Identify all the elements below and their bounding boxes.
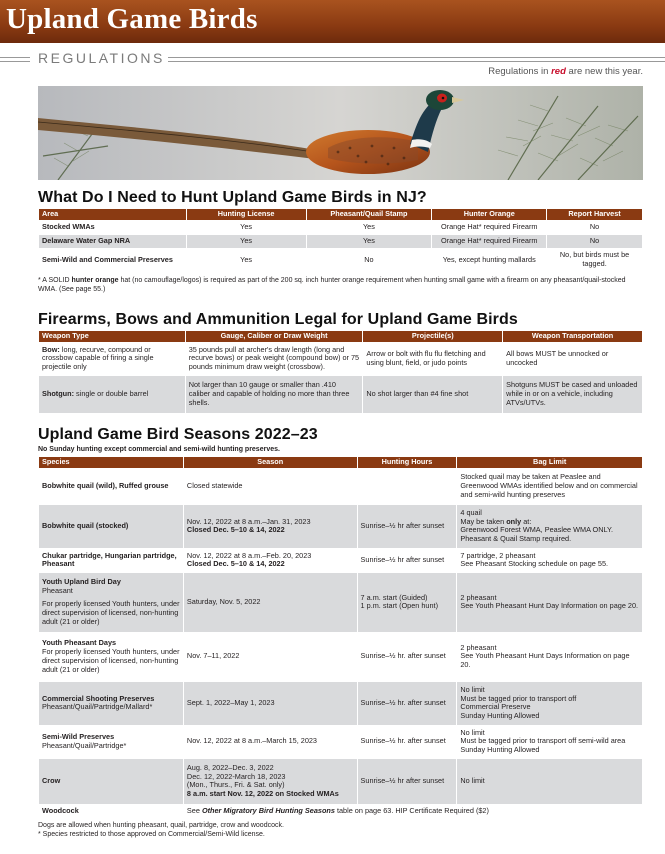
table-header-row bbox=[39, 209, 643, 221]
table-row: Bow: long, recurve, compound or crossbow capable of firing a single projectile only 35 pounds pull at archer's draw length (long and recurve bows) or peak weight (compound bow) or 75 pounds minimum draw weight (crossbow). Arrow or bolt with flu flu fletching and using blunt, field, or judo points All bows MUST be unnocked or uncocked bbox=[39, 342, 643, 375]
section-label: REGULATIONS bbox=[38, 50, 165, 66]
seasons-footnotes: Dogs are allowed when hunting pheasant, quail, partridge, crow and woodcock. * Species restricted to those approved on Commercial/Semi-Wild license. bbox=[38, 822, 284, 838]
table-row: Bobwhite quail (wild), Ruffed grouse Closed statewide Stocked quail may be taken at Peaslee and Greenwood WMAs identified below and on commercial and semi-wild hunting preserves bbox=[39, 468, 643, 504]
col-gauge: Gauge, Caliber or Draw Weight bbox=[185, 331, 363, 343]
title-banner bbox=[0, 0, 665, 43]
page-title: Upland Game Birds bbox=[6, 3, 258, 35]
table-row: Semi-Wild and Commercial Preserves Yes No Yes, except hunting mallards No, but birds must be tagged. bbox=[39, 248, 643, 272]
table-row: Crow Aug. 8, 2022–Dec. 3, 2022 Dec. 12, 2022-March 18, 2023 (Mon., Thurs., Fri. & Sat. only) 8 a.m. start Nov. 12, 2022 on Stocked WMAs Sunrise–½ hr after sunset No limit bbox=[39, 758, 643, 804]
table-row: Commercial Shooting Preserves Pheasant/Quail/Partridge/Mallard* Sept. 1, 2022–May 1, 2023 Sunrise–½ hr. after sunset No limit Must be tagged prior to transport off Commercial Preserve Sunday Hunting Allowed bbox=[39, 681, 643, 725]
table-row: Shotgun: single or double barrel Not larger than 10 gauge or smaller than .410 caliber and capable of holding no more than three shells. No shot larger than #4 fine shot Shotguns MUST be cased and unloaded while in or on a vehicle, including ATVs/UTVs. bbox=[39, 375, 643, 413]
col-area: Area bbox=[39, 209, 187, 221]
col-bag: Bag Limit bbox=[457, 457, 643, 469]
table-row: Delaware Water Gap NRA Yes Yes Orange Hat* required Firearm No bbox=[39, 234, 643, 248]
col-license: Hunting License bbox=[186, 209, 306, 221]
col-season: Season bbox=[183, 457, 357, 469]
table-row: Youth Upland Bird Day Pheasant For properly licensed Youth hunters, under direct supervision of licensed, non-hunting adult (21 or older) Saturday, Nov. 5, 2022 7 a.m. start (Guided) 1 p.m. start (Open hunt) 2 pheasant See Youth Pheasant Hunt Day Information on page 20. bbox=[39, 572, 643, 632]
sunday-note: No Sunday hunting except commercial and semi-wild hunting preserves. bbox=[38, 446, 280, 453]
table-row: Stocked WMAs Yes Yes Orange Hat* required Firearm No bbox=[39, 220, 643, 234]
table-header-row bbox=[39, 331, 643, 343]
migratory-seasons-link: Other Migratory Bird Hunting Seasons bbox=[201, 805, 335, 815]
table-row: Youth Pheasant Days For properly licensed Youth hunters, under direct supervision of licensed, non-hunting adult (21 or older) Nov. 7–11, 2022 Sunrise–½ hr. after sunset 2 pheasant See Youth Pheasant Hunt Days Information on page 20. bbox=[39, 632, 643, 681]
divider-right bbox=[168, 57, 665, 62]
col-stamp: Pheasant/Quail Stamp bbox=[306, 209, 432, 221]
col-orange: Hunter Orange bbox=[432, 209, 547, 221]
pheasant-photo bbox=[38, 86, 643, 180]
col-projectile: Projectile(s) bbox=[363, 331, 503, 343]
table-row: Woodcock See Other Migratory Bird Hunting Seasons table on page 63. HIP Certificate Required ($2) bbox=[39, 804, 643, 818]
pheasant-illustration bbox=[38, 86, 643, 180]
hunter-orange-footnote: * A SOLID hunter orange hat (no camouflage/logos) is required as part of the 200 sq. inch hunter orange requirement when hunting small game with a firearm on any pheasant/quail-stocked WMA. (See page 55.) bbox=[38, 277, 626, 293]
hunt-requirements-heading: What Do I Need to Hunt Upland Game Birds in NJ? bbox=[38, 189, 427, 206]
table-row: Bobwhite quail (stocked) Nov. 12, 2022 at 8 a.m.–Jan. 31, 2023 Closed Dec. 5–10 & 14, 2022 Sunrise–½ hr after sunset 4 quail May be taken only at: Greenwood Forest WMA, Peaslee WMA ONLY. Pheasant & Quail Stamp required. bbox=[39, 504, 643, 548]
col-report: Report Harvest bbox=[547, 209, 643, 221]
table-row: Chukar partridge, Hungarian partridge, Pheasant Nov. 12, 2022 at 8 a.m.–Feb. 20, 2023 Closed Dec. 5–10 & 14, 2022 Sunrise–½ hr after sunset 7 partridge, 2 pheasant See Pheasant Stocking schedule on page 55. bbox=[39, 548, 643, 572]
hunt-requirements-table bbox=[38, 208, 643, 273]
divider-left bbox=[0, 57, 30, 62]
col-hours: Hunting Hours bbox=[357, 457, 457, 469]
table-row: Semi-Wild Preserves Pheasant/Quail/Partridge* Nov. 12, 2022 at 8 a.m.–March 15, 2023 Sunrise–½ hr. after sunset No limit Must be tagged prior to transport off semi-wild area Sunday Hunting Allowed bbox=[39, 725, 643, 758]
weapons-table bbox=[38, 330, 643, 414]
new-regulations-note: Regulations in red are new this year. bbox=[488, 66, 643, 77]
weapons-heading: Firearms, Bows and Ammunition Legal for Upland Game Birds bbox=[38, 311, 518, 328]
table-header-row bbox=[39, 457, 643, 469]
seasons-heading: Upland Game Bird Seasons 2022–23 bbox=[38, 426, 318, 443]
col-species: Species bbox=[39, 457, 184, 469]
seasons-table bbox=[38, 456, 643, 819]
red-word: red bbox=[551, 66, 566, 77]
col-weapon-type: Weapon Type bbox=[39, 331, 186, 343]
col-transport: Weapon Transportation bbox=[503, 331, 643, 343]
